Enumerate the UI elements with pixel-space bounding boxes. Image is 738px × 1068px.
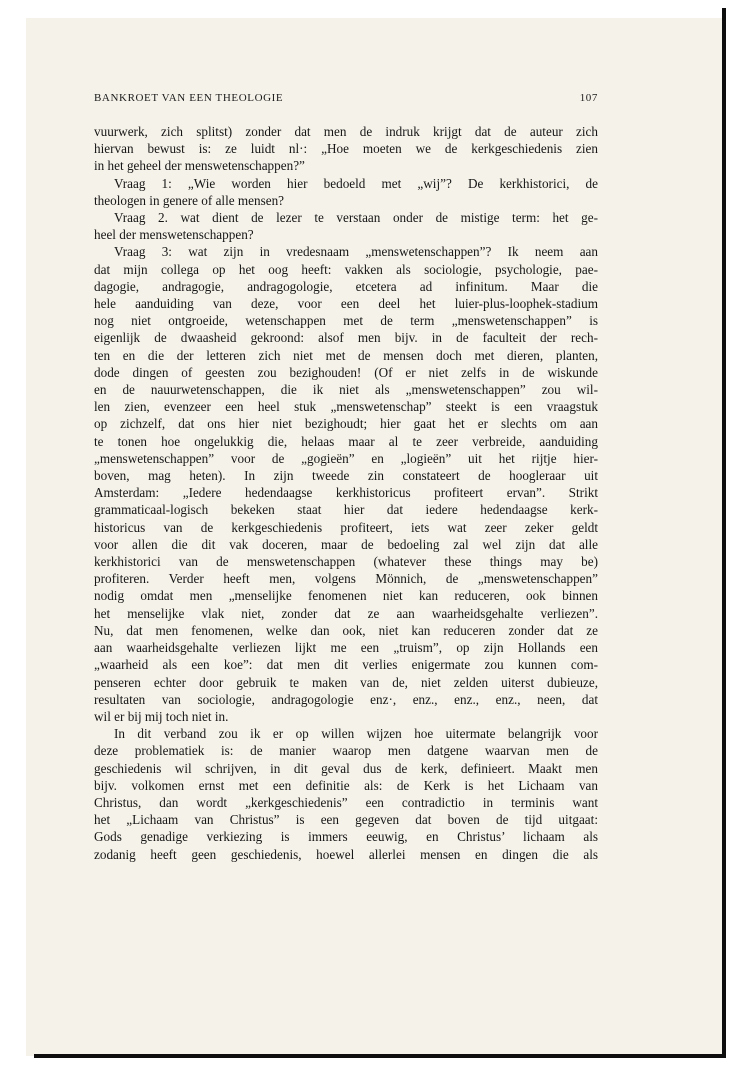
text-line: Nu, dat men fenomenen, welke dan ook, niet kan reduceren zonder dat ze [94,622,598,638]
text-line: boven, mag heten). In zijn tweede zin constateert de hoogleraar uit [94,468,598,484]
text-line: grammaticaal-logisch bekeken staat hier dat iedere hedendaagse kerk- [94,502,598,518]
text-line: dat mijn collega op het oog heeft: vakken als sociologie, psychologie, pae- [94,261,598,277]
text-line: en de nauurwetenschappen, die ik niet als „menswetenschappen” zou wil- [94,382,598,398]
running-header [94,92,598,104]
text-line: geschiedenis wil schrijven, in dit geval dus de kerk, definieert. Maakt men [94,760,598,776]
body-text [94,123,598,863]
running-title: BANKROET VAN EEN THEOLOGIE [94,92,284,104]
text-line: len zien, evenzeer een heel stuk „menswetenschap” steekt is een vraagstuk [94,399,598,415]
text-line: nodig omdat men „menselijke fenomenen niet kan reduceren, ook binnen [94,588,598,604]
text-line: Christus, dan wordt „kerkgeschiedenis” een contradictio in terminis want [94,794,598,810]
text-line: Vraag 2. wat dient de lezer te verstaan onder de mistige term: het ge- [114,210,598,226]
text-line: heel der menswetenschappen? [94,227,254,243]
text-line: penseren echter door gebruik te maken van de, niet zelden uiterst dubieuze, [94,674,598,690]
text-line: voor allen die dit vak doceren, maar de bedoeling zal wel zijn dat alle [94,536,598,552]
page-number: 107 [579,92,598,104]
text-line: eigenlijk de dwaasheid gekroond: alsof men bijv. in de faculteit der rech- [94,330,598,346]
text-line: kerkhistorici van de menswetenschappen (whatever these things may be) [94,554,598,570]
text-line: Vraag 1: „Wie worden hier bedoeld met „wij”? De kerkhistorici, de [114,175,598,191]
text-line: bijv. volkomen ernst met een definitie als: de Kerk is het Lichaam van [94,777,598,793]
text-line: hele aanduiding van deze, voor een deel het luier-plus-loophek-stadium [94,296,598,312]
text-line: het „Lichaam van Christus” is een gegeven dat boven de tijd uitgaat: [94,812,598,828]
text-line: In dit verband zou ik er op willen wijzen hoe uitermate belangrijk voor [114,726,598,742]
text-line: zodanig heeft geen geschiedenis, hoewel allerlei mensen en dingen die als [94,846,598,862]
text-line: profiteren. Verder heeft men, volgens Mönnich, de „menswetenschappen” [94,571,598,587]
text-line: het menselijke vlak niet, zonder dat ze aan waarheidsgehalte verliezen”. [94,605,598,621]
text-line: dode dingen of geesten zou bezighouden! (Of er niet zelfs in de wiskunde [94,364,598,380]
text-line: resultaten van sociologie, andragogologie enz·, enz., enz., enz., neen, dat [94,691,598,707]
text-line: op zichzelf, dat ons hier niet bezighoudt; hier gaat het er slechts om aan [94,416,598,432]
text-line: hiervan bewust is: ze luidt nl·: „Hoe moeten we de kerkgeschiedenis zien [94,141,598,157]
text-line: dagogie, andragogie, andragogologie, etcetera ad infinitum. Maar die [94,278,598,294]
text-line: Gods genadige verkiezing is immers eeuwig, en Christus’ lichaam als [94,829,598,845]
text-line: aan waarheidsgehalte verliezen lijkt me een „truism”, op zijn Hollands een [94,640,598,656]
page-edge-bottom [34,1054,726,1058]
text-line: „waarheid als een koe”: dat men dit verlies enigermate zou kunnen com- [94,657,598,673]
text-line: Amsterdam: „Iedere hedendaagse kerkhistoricus profiteert ervan”. Strikt [94,485,598,501]
text-line: nog niet ontgroeide, wetenschappen met de term „menswetenschappen” is [94,313,598,329]
page-edge-right [722,8,726,1058]
text-line: theologen in genere of alle mensen? [94,192,285,208]
text-line: in het geheel der menswetenschappen?” [94,158,305,174]
text-line: wil er bij mij toch niet in. [94,708,229,724]
text-line: vuurwerk, zich splitst) zonder dat men de indruk krijgt dat de auteur zich [94,124,598,139]
text-line: „menswetenschappen” voor de „gogieën” en „logieën” uit het rijtje hier- [94,450,598,466]
text-line: te tonen hoe ongelukkig die, helaas maar al te zeer verbreide, aanduiding [94,433,598,449]
text-line: Vraag 3: wat zijn in vredesnaam „menswetenschappen”? Ik neem aan [114,244,598,260]
text-line: deze problematiek is: de manier waarop men datgene waarvan men de [94,743,598,759]
text-line: historicus van de kerkgeschiedenis profiteert, iets wat zeer zeker geldt [94,519,598,535]
text-line: ten en die der letteren zich niet met de mensen doch met dieren, planten, [94,347,598,363]
